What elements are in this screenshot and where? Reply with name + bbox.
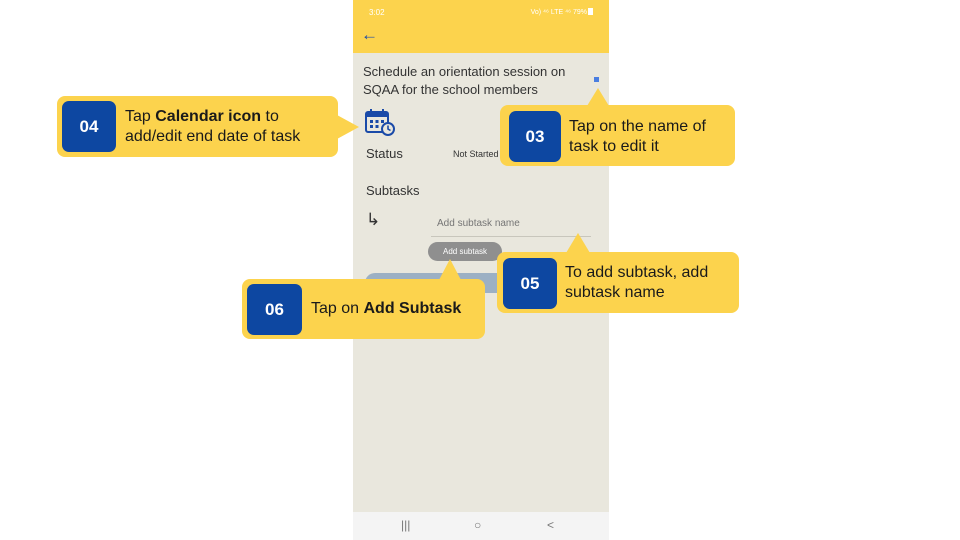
callout-05-text: To add subtask, add subtask name [565,264,709,301]
callout-05-number: 05 [503,258,557,309]
callout-03 [500,105,735,166]
status-indicators [531,8,593,16]
callout-04 [57,96,338,157]
app-bar [353,0,609,53]
callout-05-pointer [566,233,590,253]
arrow-left-icon[interactable]: ← [361,25,378,44]
calendar-icon[interactable] [365,108,395,136]
status-time: 3:02 [369,8,385,17]
callout-04-text-bold: Calendar icon [155,108,262,125]
callout-06-text-bold: Add Subtask [363,300,462,317]
status-value[interactable]: Not Started [453,149,499,159]
battery-icon [588,8,593,15]
subtasks-label: Subtasks [366,183,420,198]
status-indicator-text: Vo) ⁴⁶ LTE ⁴⁶ 79% [530,9,587,16]
callout-03-number: 03 [509,111,561,162]
callout-06-text [311,299,481,319]
callout-03-text: Tap on the name of task to edit it [569,118,706,155]
home-icon[interactable]: ○ [474,518,482,532]
callout-04-text [125,107,335,147]
callout-06-text-pre: Tap on [311,300,364,317]
callout-04-text-pre: Tap [125,108,156,125]
callout-03-pointer [587,88,609,106]
task-name[interactable]: Schedule an orientation session on SQAA for the school members [363,64,566,97]
add-subtask-button[interactable]: Add subtask [428,242,502,261]
callout-04-number: 04 [62,101,116,152]
nav-back-icon[interactable]: < [547,518,555,532]
subtask-arrow-icon: ↳ [366,210,381,229]
callout-04-text-post: to add/edit end date of task [125,108,301,145]
android-nav-bar [353,512,609,540]
status-label: Status [366,146,403,161]
callout-06 [242,279,485,339]
callout-05 [497,252,739,313]
edit-icon[interactable] [594,77,599,82]
callout-04-pointer [337,115,359,139]
callout-06-pointer [439,259,461,280]
recents-icon[interactable]: ||| [401,518,411,532]
callout-06-number: 06 [247,284,302,335]
